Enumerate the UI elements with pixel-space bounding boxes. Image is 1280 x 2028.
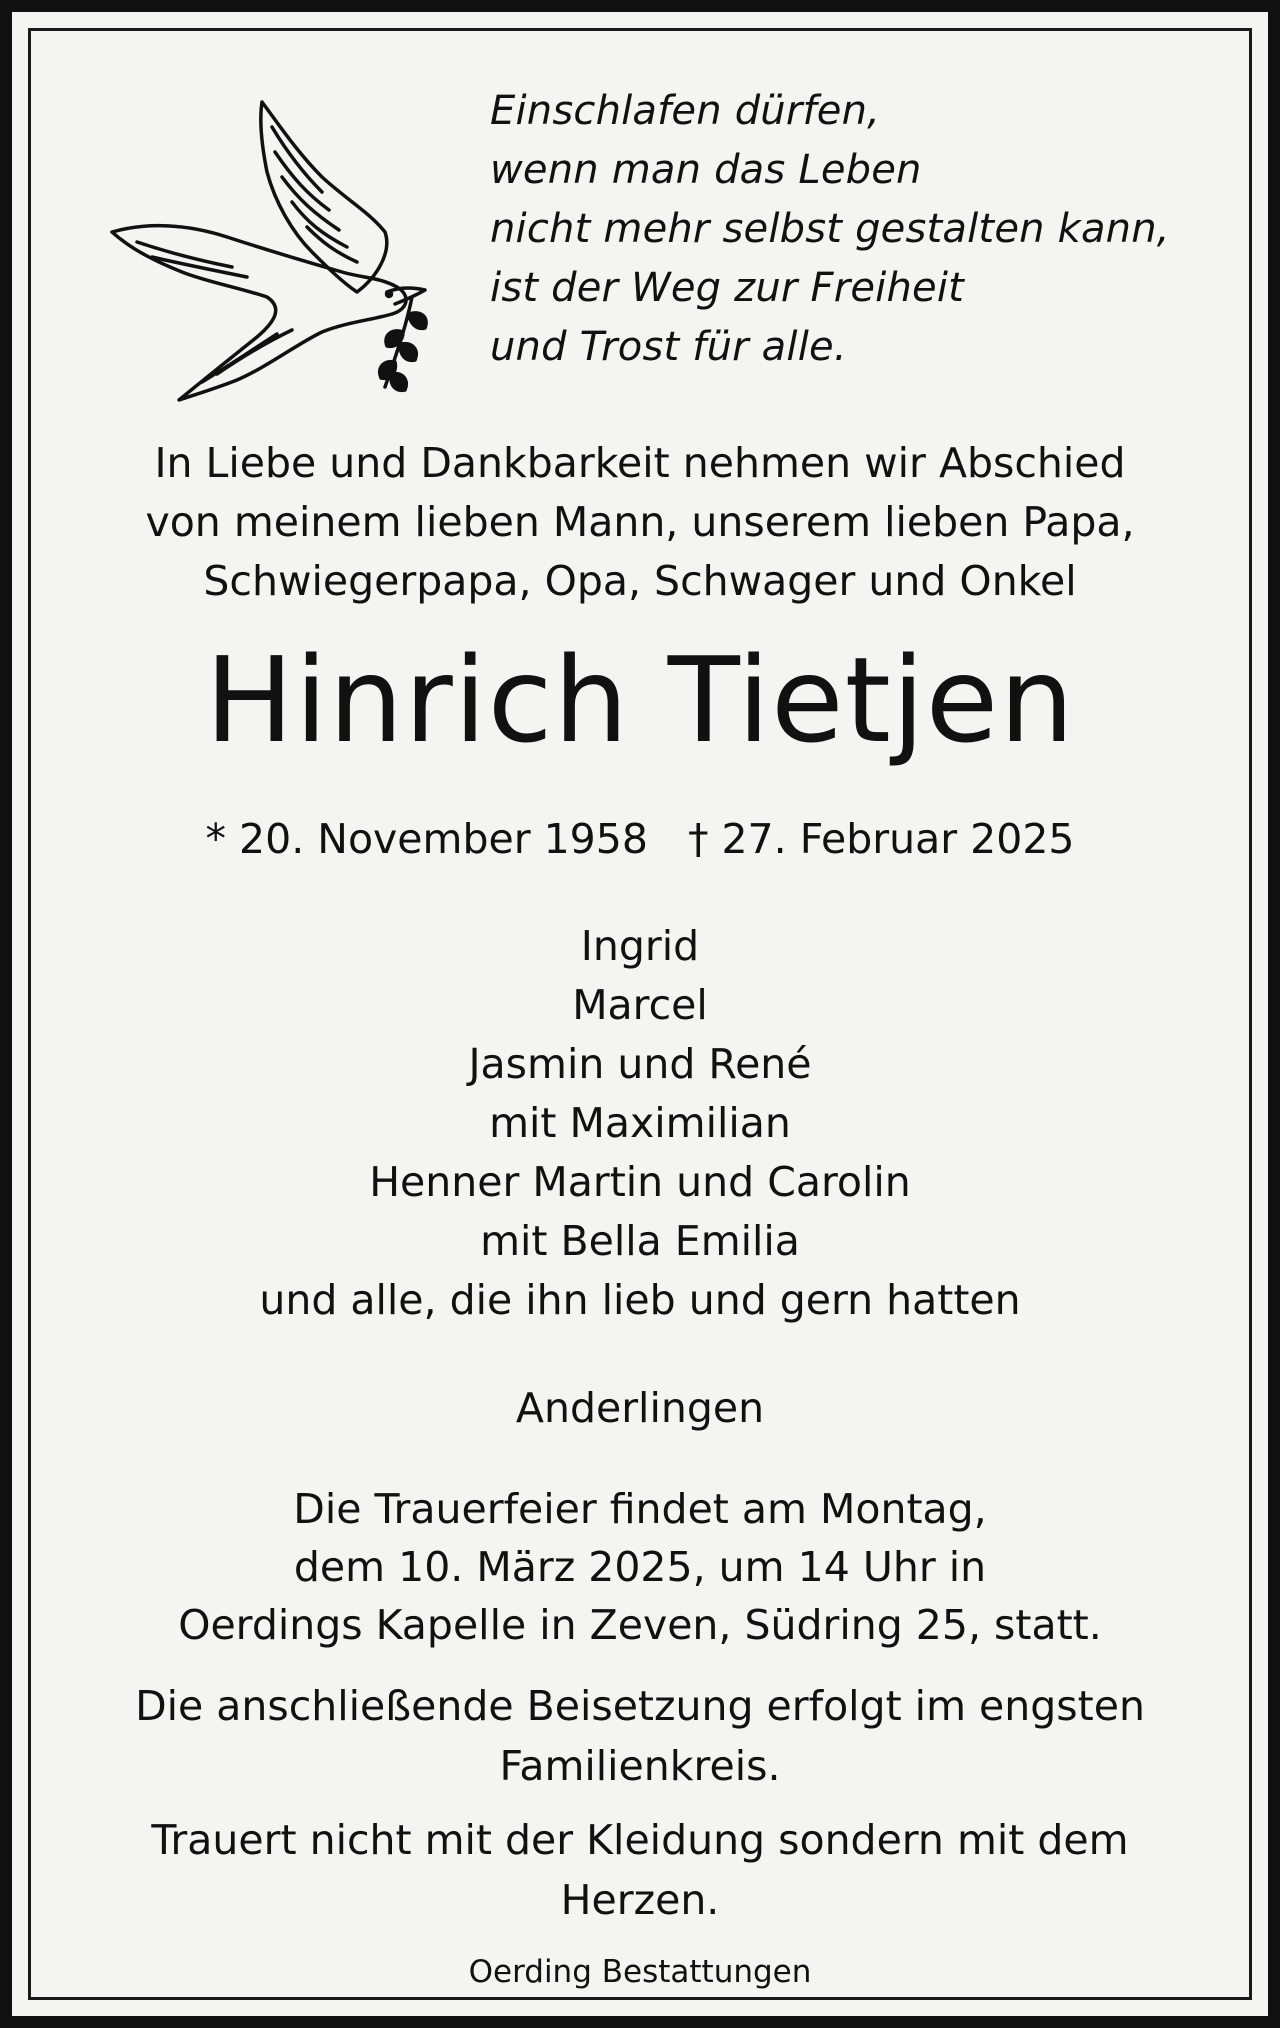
mourners-list: [12, 917, 1268, 1330]
death-date: † 27. Februar 2025: [687, 815, 1075, 863]
undertaker-name: Oerding Bestattungen: [468, 1954, 812, 1990]
service-line: dem 10. März 2025, um 14 Uhr in: [293, 1543, 987, 1591]
notice-content: [12, 12, 1268, 2016]
burial-line: Die anschließende Beisetzung erfolgt im engsten: [135, 1682, 1145, 1730]
place-name: Anderlingen: [515, 1384, 765, 1432]
mourner-line: Jasmin und René: [468, 1040, 812, 1088]
mourner-line: und alle, die ihn lieb und gern hatten: [259, 1276, 1021, 1324]
poem-line: Einschlafen dürfen,: [490, 88, 881, 134]
intro-line: Schwiegerpapa, Opa, Schwager und Onkel: [203, 557, 1077, 605]
dove-with-olive-branch-icon: [107, 82, 447, 402]
poem-verse: [490, 82, 1210, 377]
birth-date: * 20. November 1958: [205, 815, 648, 863]
mourner-line: Ingrid: [580, 922, 700, 970]
mourner-line: mit Maximilian: [489, 1099, 791, 1147]
header-row: [12, 12, 1268, 412]
mourner-line: Henner Martin und Carolin: [369, 1158, 911, 1206]
intro-line: In Liebe und Dankbarkeit nehmen wir Abschied: [154, 439, 1126, 487]
poem-line: wenn man das Leben: [490, 147, 922, 193]
service-line: Oerdings Kapelle in Zeven, Südring 25, statt.: [178, 1601, 1102, 1649]
mourning-line: Herzen.: [560, 1876, 720, 1924]
mourner-line: mit Bella Emilia: [480, 1217, 800, 1265]
life-dates: [12, 809, 1268, 869]
burial-info: [12, 1676, 1268, 1796]
mourner-line: Marcel: [572, 981, 708, 1029]
obituary-notice: [12, 12, 1268, 2016]
poem-line: nicht mehr selbst gestalten kann,: [490, 206, 1170, 252]
poem-line: und Trost für alle.: [490, 324, 847, 370]
deceased-name: Hinrich Tietjen: [204, 631, 1076, 769]
intro-line: von meinem lieben Mann, unserem lieben Papa,: [145, 498, 1135, 546]
poem-line: ist der Weg zur Freiheit: [490, 265, 965, 311]
burial-line: Familienkreis.: [499, 1742, 781, 1790]
funeral-service-info: [12, 1480, 1268, 1654]
service-line: Die Trauerfeier findet am Montag,: [293, 1485, 987, 1533]
mourning-note: [12, 1810, 1268, 1930]
farewell-intro: [12, 434, 1268, 611]
mourning-line: Trauert nicht mit der Kleidung sondern mit dem: [151, 1816, 1129, 1864]
